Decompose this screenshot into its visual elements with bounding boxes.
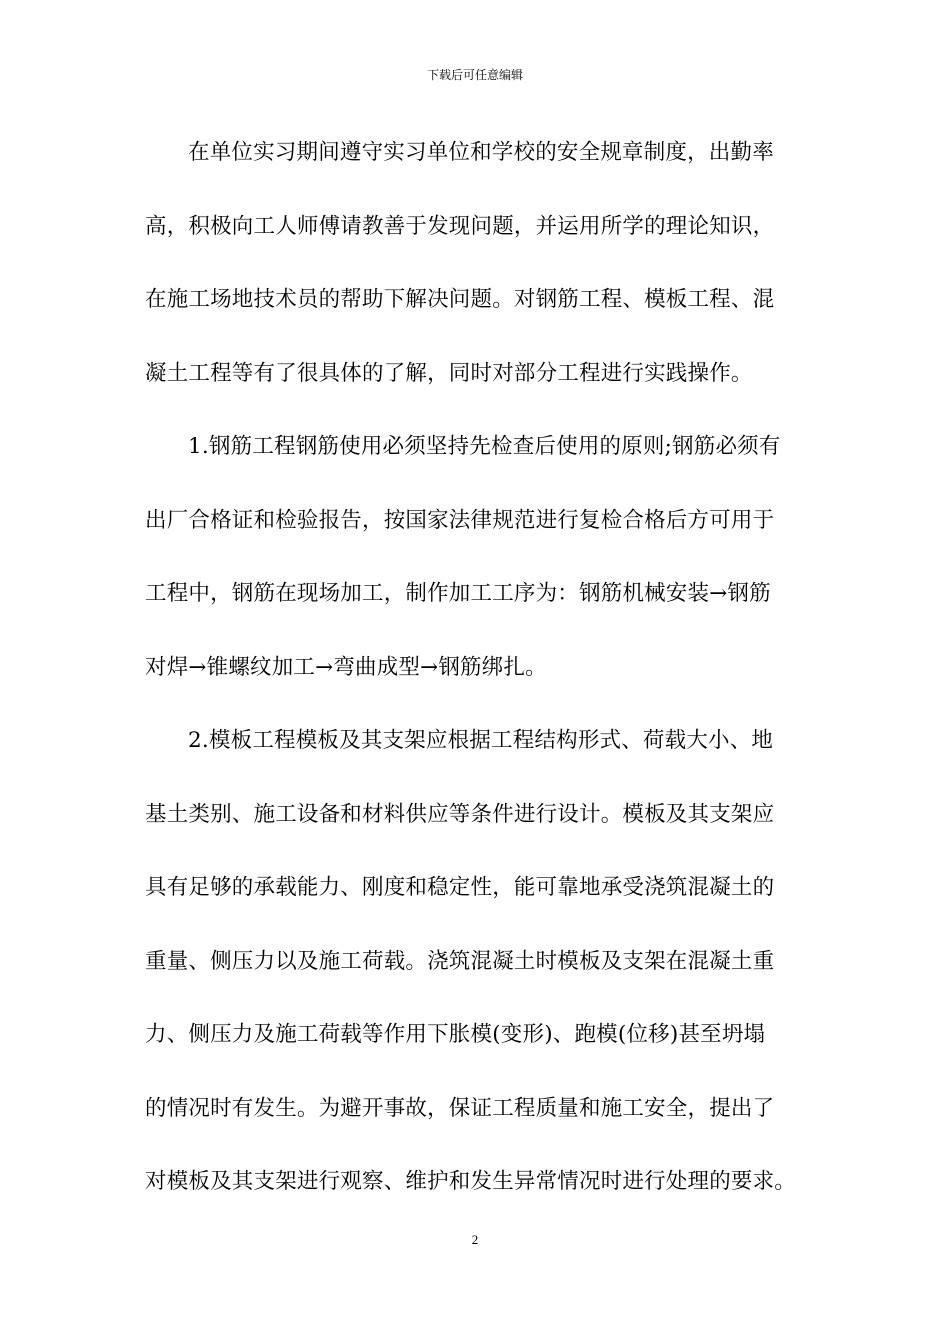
text-line: 对模板及其支架进行观察、维护和发生异常情况时进行处理的要求。 — [145, 1169, 797, 1194]
text-line: 具有足够的承载能力、刚度和稳定性，能可靠地承受浇筑混凝土的 — [145, 875, 775, 900]
text-line: 在单位实习期间遵守实习单位和学校的安全规章制度，出勤率 — [188, 140, 774, 165]
paragraph-internship-conduct — [145, 132, 827, 426]
text-line: 凝土工程等有了很具体的了解，同时对部分工程进行实践操作。 — [145, 360, 753, 386]
paragraph-formwork-engineering — [145, 720, 827, 1235]
text-line: 2.模板工程模板及其支架应根据工程结构形式、荷载大小、地 — [188, 728, 774, 753]
text-line: 出厂合格证和检验报告，按国家法律规范进行复检合格后方可用于 — [145, 507, 775, 533]
page-header: 下载后可任意编辑 — [426, 68, 523, 82]
text-line: 力、侧压力及施工荷载等作用下胀模(变形)、跑模(位移)甚至坍塌 — [145, 1022, 766, 1047]
text-line: 工程中，钢筋在现场加工，制作加工工序为：钢筋机械安装→钢筋 — [145, 581, 771, 606]
paragraph-rebar-engineering — [145, 426, 827, 720]
text-line: 在施工场地技术员的帮助下解决问题。对钢筋工程、模板工程、混 — [145, 287, 775, 312]
text-line: 重量、侧压力以及施工荷载。浇筑混凝土时模板及支架在混凝土重 — [145, 948, 775, 974]
text-line: 高，积极向工人师傅请教善于发现问题，并运用所学的理论知识， — [145, 213, 775, 239]
page-number: 2 — [471, 1232, 479, 1247]
document-body — [145, 132, 827, 1235]
text-line: 对焊→锥螺纹加工→弯曲成型→钢筋绑扎。 — [145, 654, 547, 680]
text-line: 1.钢筋工程钢筋使用必须坚持先检查后使用的原则;钢筋必须有 — [188, 434, 781, 459]
text-line: 基土类别、施工设备和材料供应等条件进行设计。模板及其支架应 — [145, 801, 775, 827]
text-line: 的情况时有发生。为避开事故，保证工程质量和施工安全，提出了 — [145, 1095, 775, 1121]
